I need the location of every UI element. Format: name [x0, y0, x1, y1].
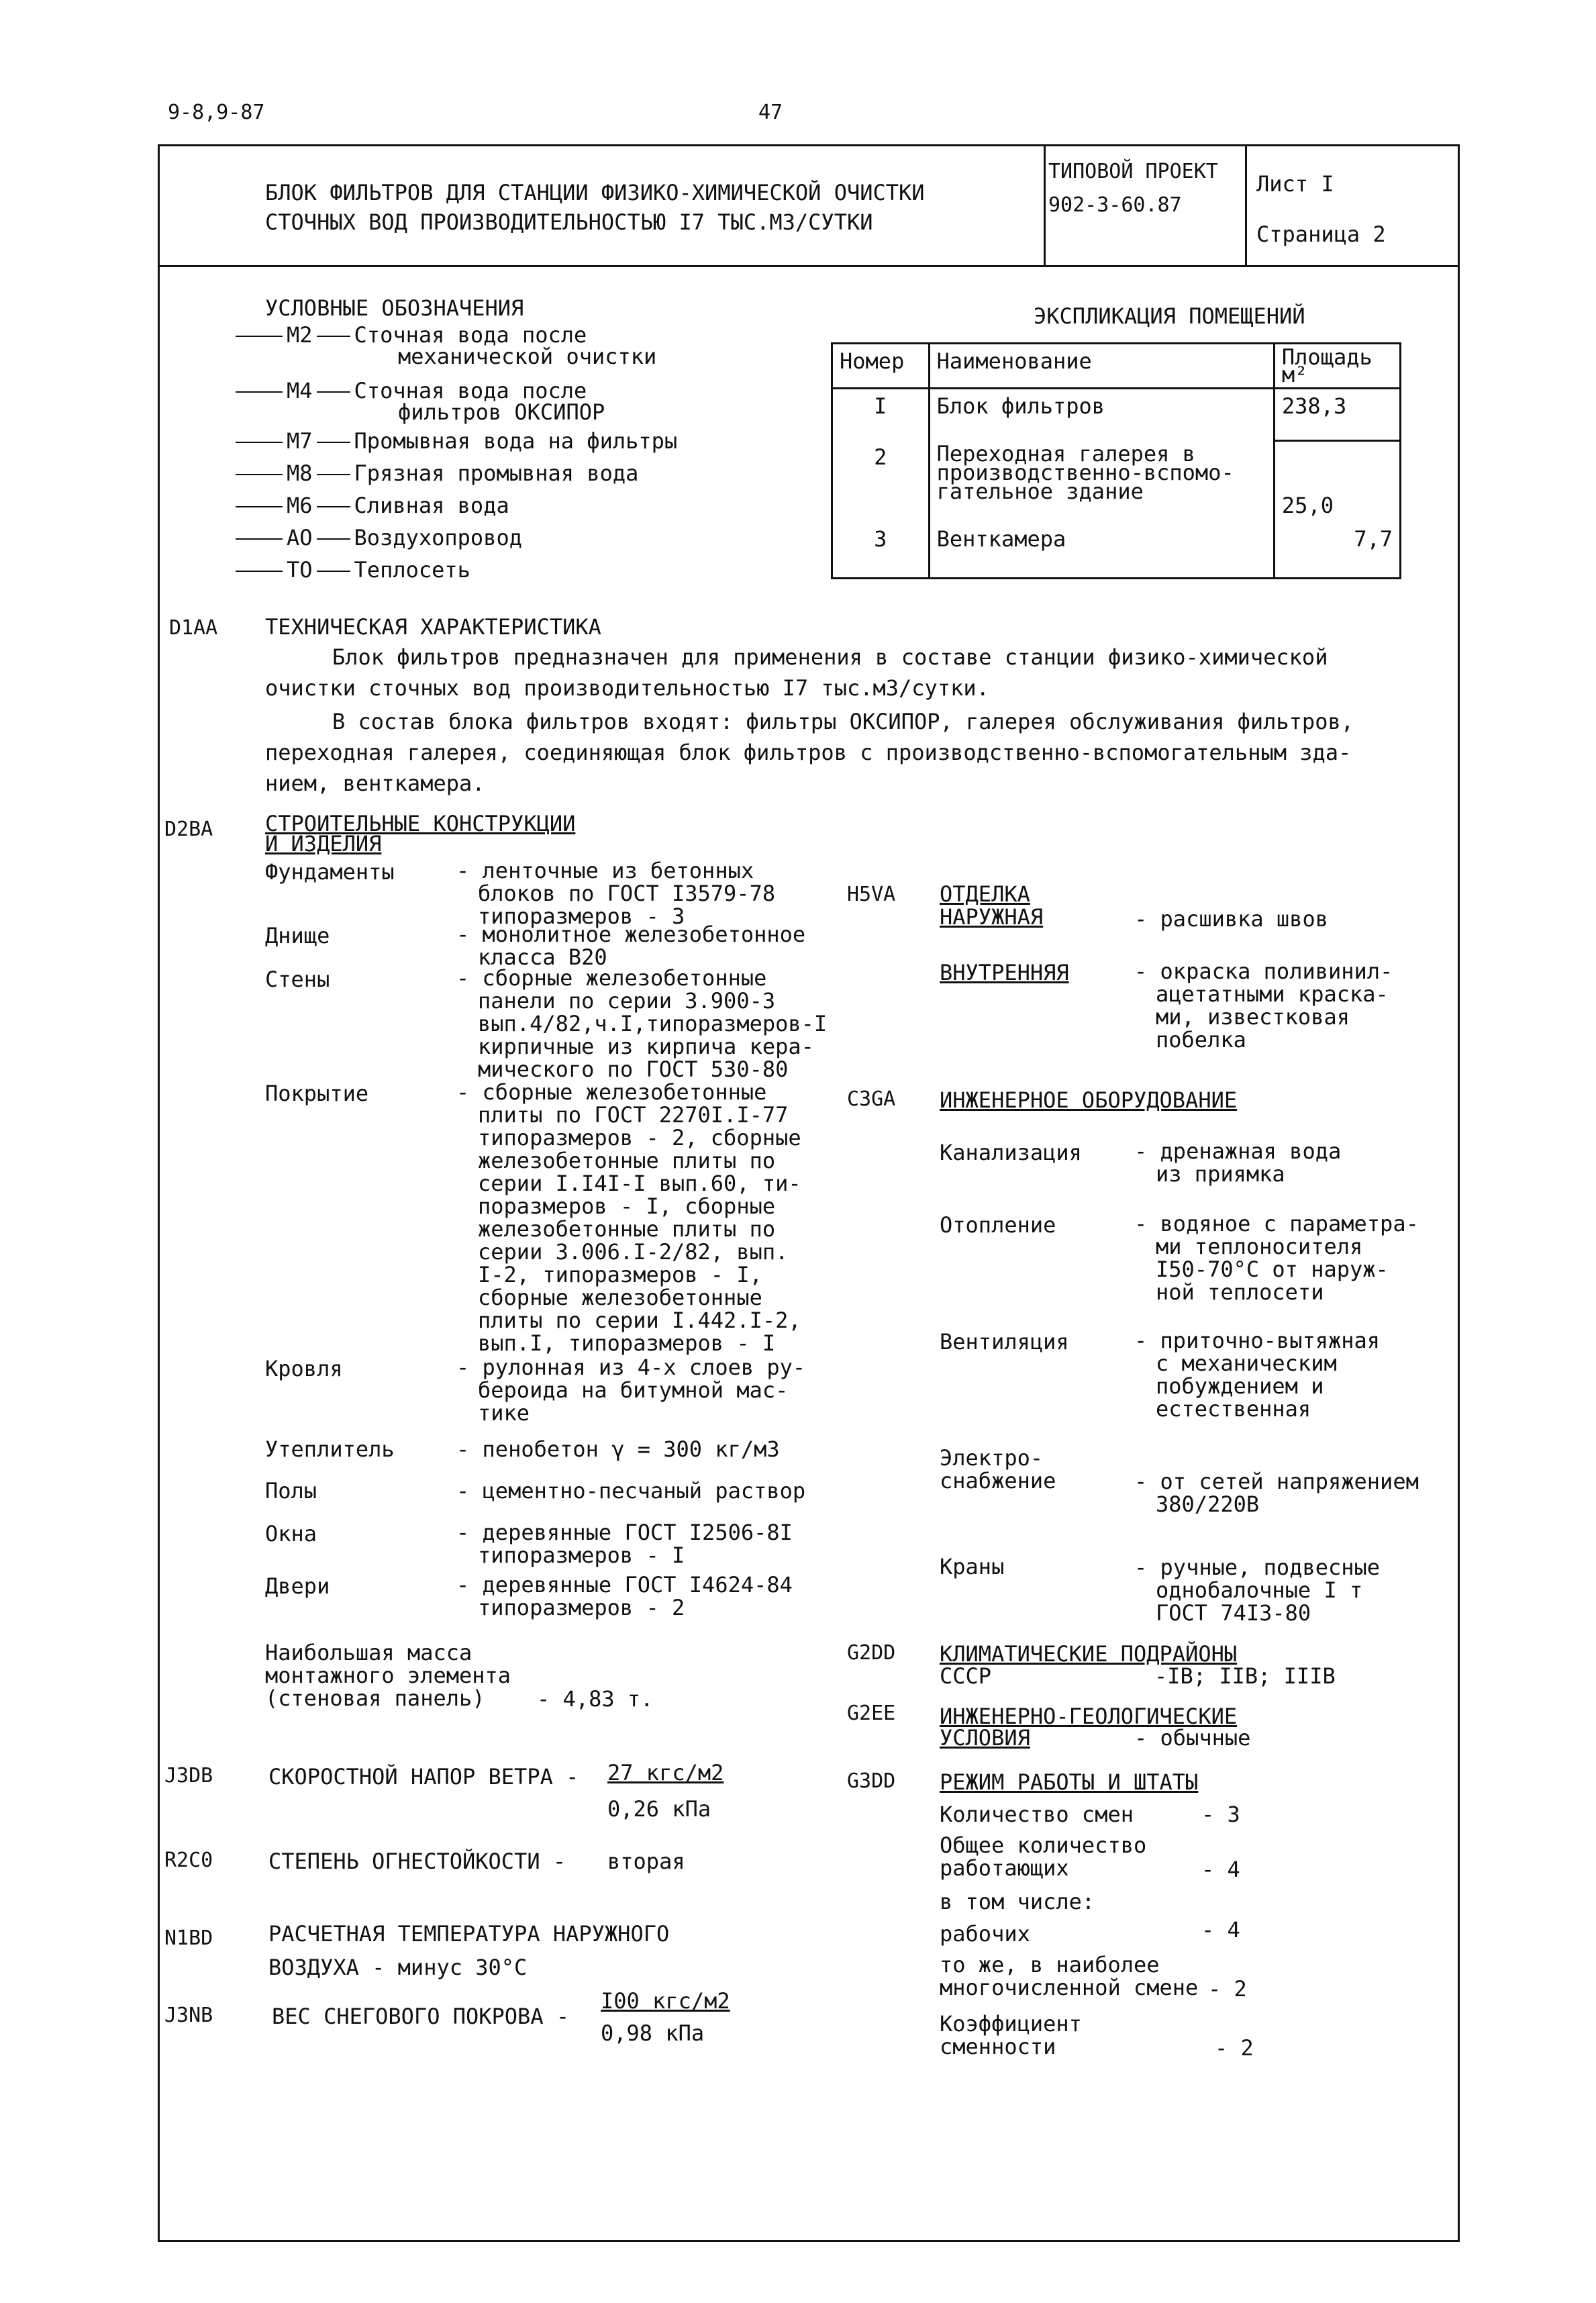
tech-para-2b: переходная галерея, соединяющая блок фильтров с производственно-вспомогательным зда-	[265, 740, 1352, 765]
finish-title: ОТДЕЛКА НАРУЖНАЯ	[940, 881, 1044, 930]
build-label-foundations: Фундаменты	[265, 859, 395, 885]
tech-para-1a: Блок фильтров предназначен для применения в составе станции физико-химической	[332, 644, 1328, 670]
geo-value: - обычные	[1134, 1725, 1251, 1751]
legend-item: М7 Промывная вода на фильтры	[232, 430, 677, 452]
table-row	[832, 522, 1401, 579]
tech-para-2a: В состав блока фильтров входят: фильтры ОКСИПОР, галерея обслуживания фильтров,	[332, 709, 1354, 734]
build-mass: Наибольшая масса монтажного элемента (стеновая панель)	[265, 1640, 511, 1711]
section-code: J3NB	[164, 2004, 213, 2027]
section-code: N1BD	[164, 1926, 213, 1950]
staff-shifts-label: Количество смен	[940, 1802, 1134, 1827]
title-block-vline-2	[1245, 144, 1247, 265]
build-label-bottom: Днище	[265, 923, 330, 948]
row-number: I	[832, 389, 930, 441]
row-area: 238,3	[1274, 389, 1400, 441]
legend-item: М4 Сточная вода после	[232, 379, 587, 402]
temp-line-1: РАСЧЕТНАЯ ТЕМПЕРАТУРА НАРУЖНОГО	[268, 1921, 670, 1947]
header-name: Наименование	[929, 344, 1274, 389]
equip-title: ИНЖЕНЕРНОЕ ОБОРУДОВАНИЕ	[940, 1087, 1238, 1113]
page-number: 47	[758, 101, 783, 124]
legend-item-cont: фильтров ОКСИПОР	[398, 399, 605, 425]
legend-item: М6 Сливная вода	[232, 494, 509, 517]
equip-val-power: - от сетей напряжением 380/220В	[1134, 1469, 1419, 1517]
tech-para-2c: нием, венткамера.	[265, 771, 485, 796]
build-val-walls: - сборные железобетонные панели по серии 3.900-3 вып.4/82,ч.I,типоразмеров-I кирпичные из кирпича кера- мического по ГОСТ 530-80	[456, 965, 828, 1082]
equip-label-sewer: Канализация	[940, 1140, 1082, 1165]
legend-item: М8 Грязная промывная вода	[232, 462, 638, 485]
equip-val-cranes: - ручные, подвесные однобалочные I т ГОСТ 74I3-80	[1134, 1555, 1381, 1626]
wind-label: СКОРОСТНОЙ НАПОР ВЕТРА -	[268, 1764, 579, 1790]
snow-value-1: I00 кгс/м2	[601, 1988, 730, 2014]
wind-value-2: 0,26 кПа	[607, 1796, 711, 1822]
section-code: J3DB	[164, 1764, 213, 1787]
row-name: Переходная галерея в производственно-вспомо-гательное здание	[929, 440, 1274, 522]
build-mass-value: - 4,83 т.	[537, 1686, 654, 1712]
section-code: D2BA	[164, 818, 213, 841]
project-code: 902-3-60.87	[1048, 193, 1182, 217]
explication-table	[831, 342, 1401, 579]
build-val-floors: - цементно-песчаный раствор	[456, 1478, 806, 1504]
temp-line-2: ВОЗДУХА - минус 30°С	[268, 1955, 528, 1980]
build-val-foundations: - ленточные из бетонных блоков по ГОСТ I3579-78 типоразмеров - 3	[456, 858, 776, 929]
row-number: 2	[832, 440, 930, 522]
header-title-line1: БЛОК ФИЛЬТРОВ ДЛЯ СТАНЦИИ ФИЗИКО-ХИМИЧЕСКОЙ ОЧИСТКИ	[265, 180, 925, 205]
equip-val-sewer: - дренажная вода из приямка	[1134, 1138, 1342, 1187]
header-number: Номер	[832, 344, 930, 389]
title-block-divider	[158, 265, 1460, 267]
equip-label-heating: Отопление	[940, 1212, 1056, 1238]
fire-value: вторая	[607, 1849, 685, 1874]
finish-inner: - окраска поливинил- ацетатными краска- ми, известковая побелка	[1134, 959, 1393, 1052]
section-code: C3GA	[847, 1087, 896, 1111]
build-val-cover: - сборные железобетонные плиты по ГОСТ 2270I.I-77 типоразмеров - 2, сборные железобетонные плиты по серии I.I4I-I вып.60, ти- поразмеров - I, сборные железобетонные плиты по серии 3.006.I-2/82, вып. I-2, типоразмеров - I, сборные железобетонные плиты по серии I.442.I-2, вып.I, типоразмеров - I	[456, 1079, 801, 1356]
tech-title: ТЕХНИЧЕСКАЯ ХАРАКТЕРИСТИКА	[265, 614, 601, 640]
staff-same-label: то же, в наиболее многочисленной смене	[940, 1952, 1199, 2000]
build-val-roof: - рулонная из 4-х слоев ру- бероида на битумной мас- тике	[456, 1355, 806, 1426]
geo-label: УСЛОВИЯ	[940, 1725, 1030, 1751]
wind-value-1: 27 кгс/м2	[607, 1760, 724, 1785]
equip-val-heating: - водяное с параметра- ми теплоносителя I50-70°С от наруж- ной теплосети	[1134, 1211, 1419, 1305]
build-label-cover: Покрытие	[265, 1081, 369, 1106]
build-title-2: И ИЗДЕЛИЯ	[265, 831, 382, 856]
row-name: Венткамера	[929, 522, 1274, 579]
finish-inner-label: ВНУТРЕННЯЯ	[940, 960, 1069, 985]
legend-item: М2 Сточная вода после	[232, 324, 587, 346]
build-label-floors: Полы	[265, 1478, 317, 1504]
section-code: G2EE	[847, 1702, 896, 1725]
header-area: Площадь м²	[1274, 344, 1400, 389]
build-label-windows: Окна	[265, 1521, 317, 1547]
explication-title: ЭКСПЛИКАЦИЯ ПОМЕЩЕНИЙ	[1034, 303, 1305, 329]
staff-coef: - 2	[1215, 2035, 1254, 2061]
build-val-doors: - деревянные ГОСТ I4624-84 типоразмеров - 2	[456, 1572, 793, 1620]
build-val-insulation: - пенобетон γ = 300 кг/м3	[456, 1436, 780, 1462]
table-header-row	[832, 344, 1401, 389]
equip-label-power: Электро- снабжение	[940, 1445, 1056, 1493]
build-val-bottom: - монолитное железобетонное класса В20	[456, 922, 806, 970]
document-id: 9-8,9-87	[168, 101, 265, 124]
staff-total: - 4	[1201, 1857, 1240, 1882]
equip-label-cranes: Краны	[940, 1554, 1005, 1579]
climate-value: -IВ; IIВ; IIIВ	[1154, 1663, 1336, 1689]
build-label-roof: Кровля	[265, 1356, 343, 1381]
build-val-windows: - деревянные ГОСТ I2506-8I типоразмеров - I	[456, 1520, 793, 1568]
legend-item: ТО Теплосеть	[232, 558, 470, 581]
section-code: G2DD	[847, 1641, 896, 1665]
finish-outer: - расшивка швов	[1134, 906, 1328, 932]
build-title-1: СТРОИТЕЛЬНЫЕ КОНСТРУКЦИИ	[265, 811, 576, 836]
build-label-walls: Стены	[265, 967, 330, 992]
row-name: Блок фильтров	[929, 389, 1274, 441]
staff-title: РЕЖИМ РАБОТЫ И ШТАТЫ	[940, 1769, 1199, 1795]
snow-value-2: 0,98 кПа	[601, 2020, 705, 2046]
title-block-vline-1	[1044, 144, 1046, 265]
staff-shifts: - 3	[1201, 1802, 1240, 1827]
fire-label: СТЕПЕНЬ ОГНЕСТОЙКОСТИ -	[268, 1849, 566, 1874]
section-code: R2C0	[164, 1849, 213, 1872]
staff-total-label: Общее количество работающих	[940, 1832, 1147, 1881]
build-label-insulation: Утеплитель	[265, 1436, 395, 1462]
row-number: 3	[832, 522, 930, 579]
row-area: 7,7	[1274, 522, 1400, 579]
staff-including: в том числе:	[940, 1889, 1095, 1914]
staff-workers-label: рабочих	[940, 1921, 1030, 1947]
legend-item: АО Воздухопровод	[232, 526, 522, 549]
page-label: Страница 2	[1256, 222, 1386, 247]
legend-item-cont: механической очистки	[398, 344, 657, 369]
climate-label: СССР	[940, 1663, 992, 1689]
climate-title: КЛИМАТИЧЕСКИЕ ПОДРАЙОНЫ	[940, 1641, 1238, 1667]
section-code: D1AA	[169, 616, 218, 640]
staff-coef-label: Коэффициент сменности	[940, 2011, 1082, 2059]
row-area: 25,0	[1274, 440, 1400, 522]
tech-para-1b: очистки сточных вод производительностью I7 тыс.м3/сутки.	[265, 675, 989, 701]
header-title-line2: СТОЧНЫХ ВОД ПРОИЗВОДИТЕЛЬНОСТЬЮ I7 ТЫС.М3/СУТКИ	[265, 209, 873, 235]
build-label-doors: Двери	[265, 1573, 330, 1599]
table-row	[832, 440, 1401, 522]
sheet-number: Лист I	[1256, 171, 1334, 197]
snow-label: ВЕС СНЕГОВОГО ПОКРОВА -	[272, 2004, 570, 2029]
staff-workers: - 4	[1201, 1917, 1240, 1943]
section-code: G3DD	[847, 1769, 896, 1793]
equip-label-vent: Вентиляция	[940, 1329, 1069, 1355]
table-row	[832, 389, 1401, 441]
section-code: H5VA	[847, 883, 896, 906]
legend-title: УСЛОВНЫЕ ОБОЗНАЧЕНИЯ	[265, 295, 524, 321]
project-label: ТИПОВОЙ ПРОЕКТ	[1048, 160, 1218, 183]
equip-val-vent: - приточно-вытяжная с механическим побуждением и естественная	[1134, 1328, 1381, 1422]
staff-same: - 2	[1208, 1976, 1247, 2002]
geo-title: ИНЖЕНЕРНО-ГЕОЛОГИЧЕСКИЕ	[940, 1704, 1238, 1729]
